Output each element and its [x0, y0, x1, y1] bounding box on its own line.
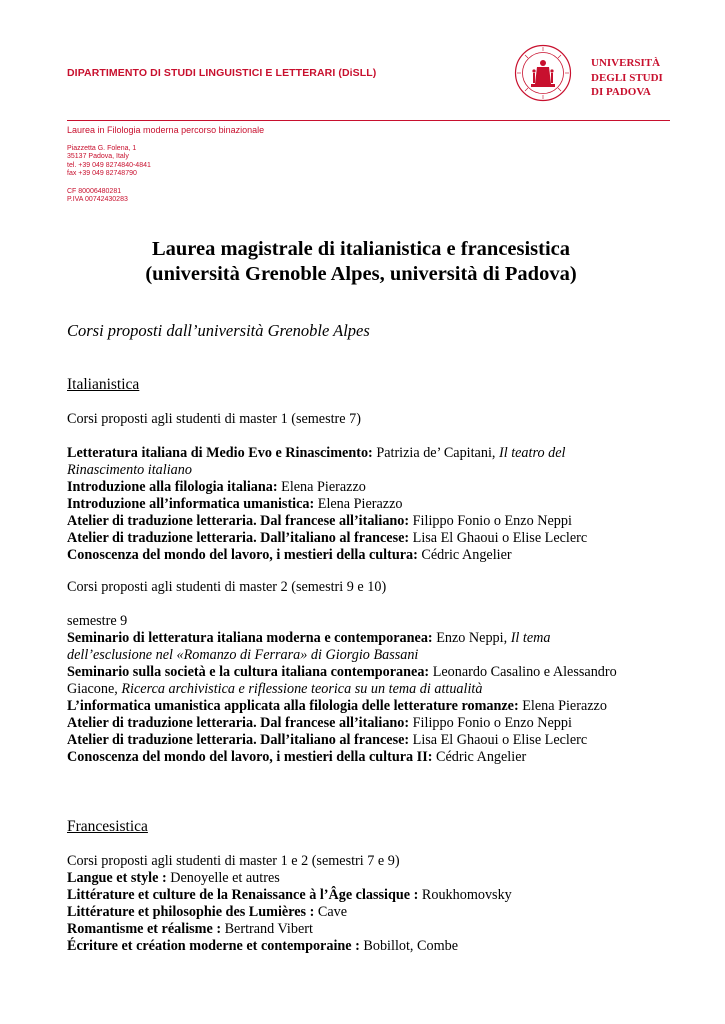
course-teacher: Cave: [314, 904, 348, 920]
course-teacher: Giacone,: [67, 681, 122, 697]
course-teacher: Bobillot, Combe: [359, 938, 458, 954]
course-title: Langue et style :: [67, 870, 167, 886]
course-teacher: Bertrand Vibert: [221, 921, 313, 937]
course-line: [67, 647, 667, 664]
francesistica-course-list: [67, 870, 667, 955]
course-line: [67, 887, 667, 904]
address-line: tel. +39 049 8274840-4841: [67, 161, 151, 169]
course-title: Atelier di traduzione letteraria. Dal francese all’italiano:: [67, 513, 410, 529]
course-line: [67, 547, 667, 564]
course-line: [67, 462, 667, 479]
course-line: [67, 938, 667, 955]
course-title: Conoscenza del mondo del lavoro, i mestieri della cultura II:: [67, 749, 433, 765]
course-line: [67, 496, 667, 513]
address-block: [67, 145, 151, 178]
course-topic: Il tema: [510, 630, 551, 646]
course-teacher: Filippo Fonio o Enzo Neppi: [409, 513, 572, 529]
course-teacher: Elena Pierazzo: [277, 479, 366, 495]
course-line: [67, 513, 667, 530]
course-teacher: Elena Pierazzo: [518, 698, 607, 714]
course-line: [67, 681, 667, 698]
course-title: Atelier di traduzione letteraria. Dall’italiano al francese:: [67, 732, 410, 748]
course-line: [67, 715, 667, 732]
course-teacher: Denoyelle et autres: [166, 870, 280, 886]
address-line: 35137 Padova, Italy: [67, 153, 129, 161]
degree-course-name: Laurea in Filologia moderna percorso binazionale: [67, 125, 265, 135]
semester-label-text: semestre 9: [67, 613, 128, 629]
course-teacher: Lisa El Ghaoui o Elise Leclerc: [409, 732, 588, 748]
course-topic: dell’esclusione nel «Romanzo di Ferrara» di Giorgio Bassani: [67, 647, 419, 663]
course-topic: Il teatro del: [498, 445, 566, 461]
semester-label: [67, 613, 667, 630]
course-line: [67, 630, 667, 647]
master1-intro: [67, 411, 667, 428]
course-title: Conoscenza del mondo del lavoro, i mestieri della cultura:: [67, 547, 418, 563]
fiscal-line: P.IVA 00742430283: [67, 196, 128, 204]
course-line: [67, 530, 667, 547]
course-line: [67, 445, 667, 462]
course-title: Littérature et culture de la Renaissance à l’Âge classique :: [67, 887, 419, 903]
address-line: Piazzetta G. Folena, 1: [67, 145, 137, 152]
master1-course-list: [67, 445, 667, 564]
course-line: [67, 749, 667, 766]
course-teacher: Patrizia de’ Capitani,: [372, 445, 499, 461]
course-title: Romantisme et réalisme :: [67, 921, 222, 937]
intro-text: Corsi proposti agli studenti di master 1 (semestre 7): [67, 411, 361, 427]
course-teacher: Enzo Neppi,: [432, 630, 511, 646]
intro-text: Corsi proposti agli studenti di master 1 e 2 (semestri 7 e 9): [67, 853, 400, 869]
course-teacher: Cédric Angelier: [432, 749, 527, 765]
course-teacher: Filippo Fonio o Enzo Neppi: [409, 715, 572, 731]
course-title: Littérature et philosophie des Lumières :: [67, 904, 315, 920]
course-line: [67, 904, 667, 921]
document-title: [67, 237, 655, 287]
course-line: [67, 479, 667, 496]
document-subtitle: Corsi proposti dall’università Grenoble Alpes: [67, 321, 370, 340]
course-topic: Ricerca archivistica e riflessione teorica su un tema di attualità: [121, 681, 483, 697]
address-line: fax +39 049 82748790: [67, 169, 137, 177]
university-name-line: UNIVERSITÀ: [591, 57, 661, 69]
course-title: Écriture et création moderne et contemporaine :: [67, 938, 360, 954]
course-line: [67, 698, 667, 715]
fiscal-line: CF 80006480281: [67, 188, 122, 195]
course-teacher: Cédric Angelier: [417, 547, 512, 563]
course-teacher: Elena Pierazzo: [314, 496, 403, 512]
course-teacher: Lisa El Ghaoui o Elise Leclerc: [409, 530, 588, 546]
course-line: [67, 921, 667, 938]
course-line: [67, 870, 667, 887]
course-title: Letteratura italiana di Medio Evo e Rinascimento:: [67, 445, 373, 461]
fiscal-codes: [67, 188, 128, 205]
university-name-line: DEGLI STUDI: [591, 71, 663, 84]
course-title: Introduzione all’informatica umanistica:: [67, 496, 315, 512]
course-title: Atelier di traduzione letteraria. Dal francese all’italiano:: [67, 715, 410, 731]
francesistica-intro: [67, 853, 667, 870]
header-divider: [67, 120, 670, 121]
department-name: DIPARTIMENTO DI STUDI LINGUISTICI E LETTERARI (DiSLL): [67, 67, 377, 79]
title-line: (università Grenoble Alpes, università di Padova): [145, 263, 577, 285]
university-name: [591, 56, 663, 100]
course-title: Seminario di letteratura italiana moderna e contemporanea:: [67, 630, 433, 646]
course-title: Introduzione alla filologia italiana:: [67, 479, 278, 495]
university-seal-logo: [514, 44, 572, 102]
intro-text: Corsi proposti agli studenti di master 2 (semestri 9 e 10): [67, 579, 387, 595]
master2-intro: [67, 579, 667, 596]
course-title: Atelier di traduzione letteraria. Dall’italiano al francese:: [67, 530, 410, 546]
course-line: [67, 732, 667, 749]
course-teacher: Roukhomovsky: [418, 887, 512, 903]
section-heading-italianistica: Italianistica: [67, 376, 140, 393]
course-topic: Rinascimento italiano: [67, 462, 192, 478]
section-heading-francesistica: Francesistica: [67, 818, 148, 835]
course-line: [67, 664, 667, 681]
course-title: L’informatica umanistica applicata alla filologia delle letterature romanze:: [67, 698, 519, 714]
course-title: Seminario sulla società e la cultura italiana contemporanea:: [67, 664, 430, 680]
university-name-line: DI PADOVA: [591, 86, 651, 98]
master2-course-list: [67, 630, 667, 766]
course-teacher: Leonardo Casalino e Alessandro: [429, 664, 617, 680]
title-line: Laurea magistrale di italianistica e francesistica: [151, 238, 571, 260]
